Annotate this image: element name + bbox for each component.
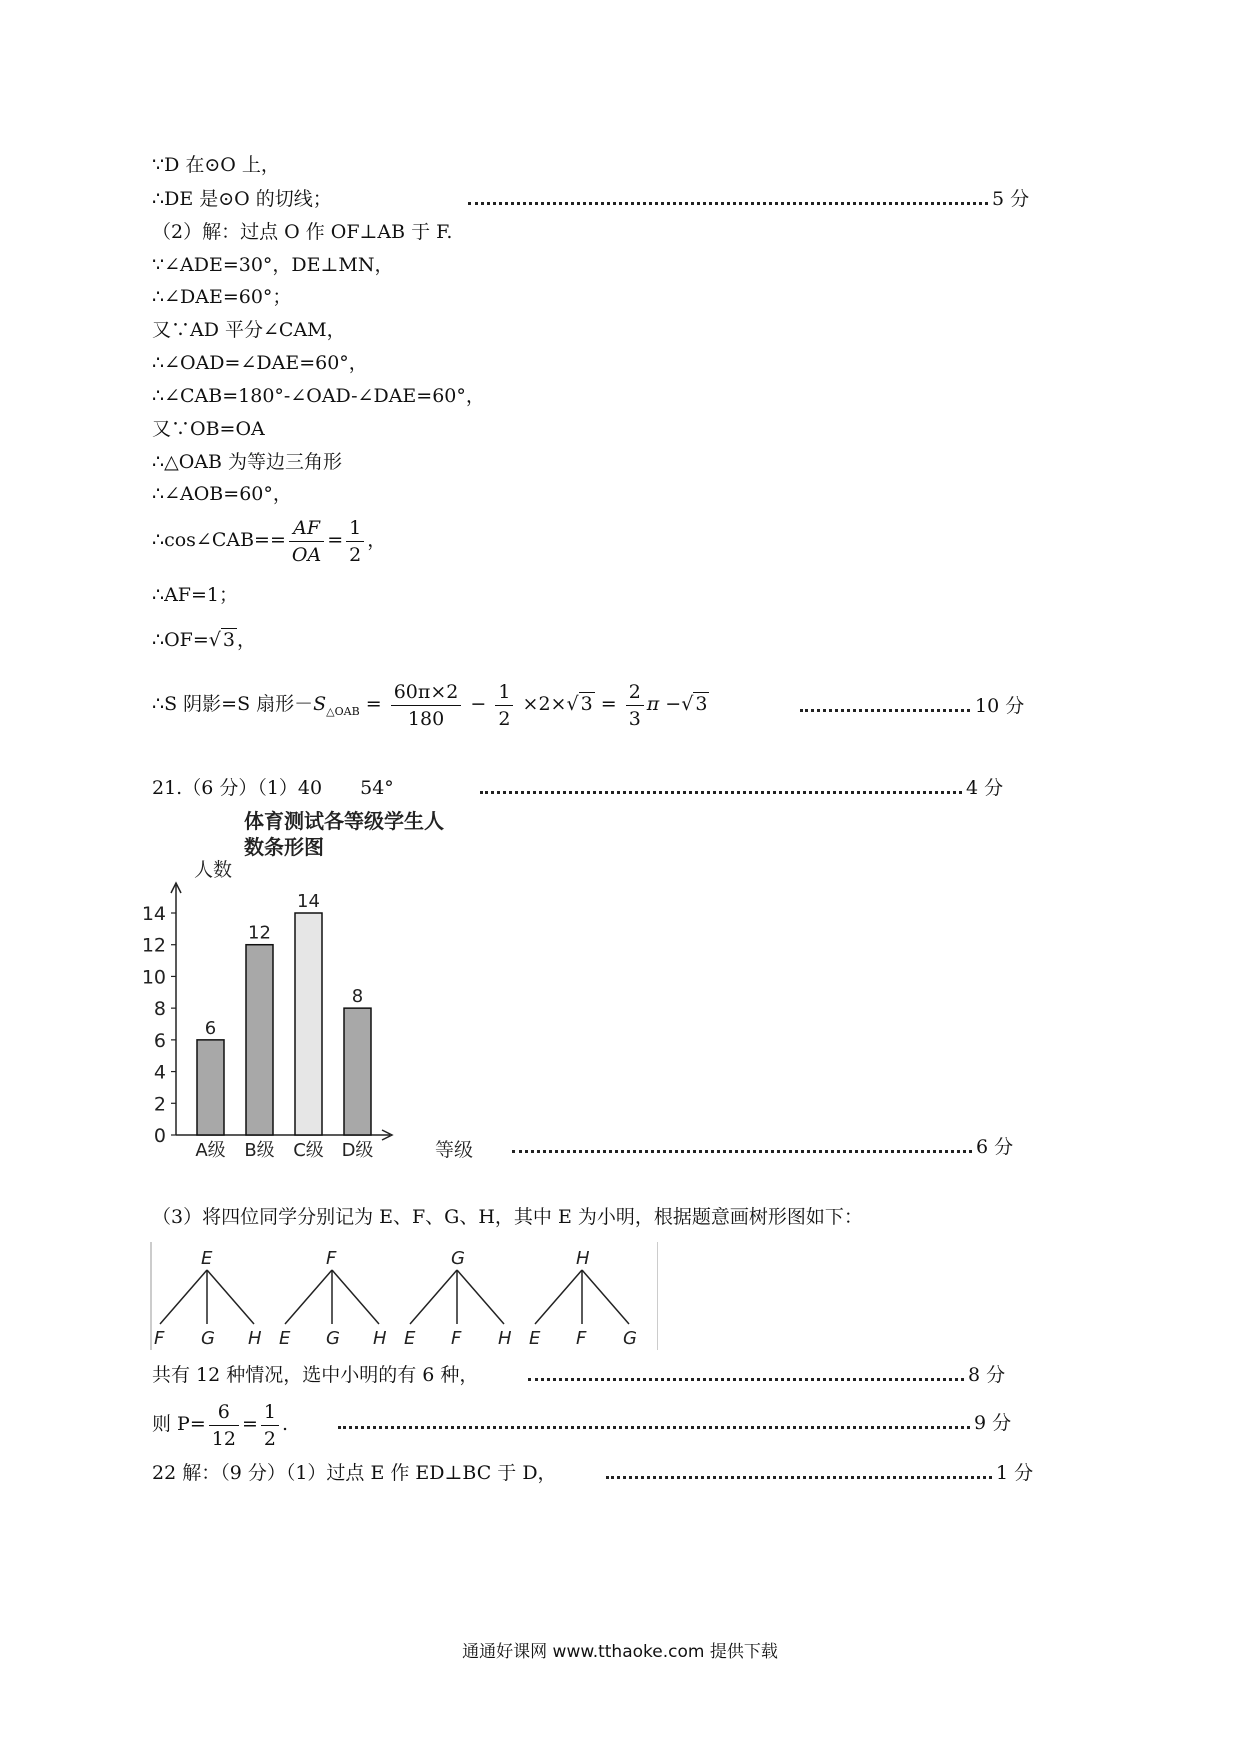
bar: [246, 945, 273, 1135]
tree-branch: [285, 1270, 332, 1324]
text-line: ∴∠DAE=60°；: [152, 286, 292, 308]
y-tick-label: 12: [141, 934, 166, 957]
bar: [295, 913, 322, 1135]
score-label: 10 分: [975, 695, 1025, 717]
tree-leaf-label: E: [404, 1328, 416, 1349]
text-line: ∴DE 是⊙O 的切线；: [152, 188, 332, 210]
score-label: 8 分: [968, 1364, 1006, 1386]
score-leader: [468, 202, 988, 205]
tree-leaf-label: E: [529, 1328, 541, 1349]
tree-branch: [207, 1270, 254, 1324]
bar-value-label: 12: [248, 922, 271, 944]
text-line: ∴∠OAD=∠DAE=60°，: [152, 352, 368, 374]
text-line: ∴∠AOB=60°，: [152, 483, 292, 505]
score-leader: [338, 1426, 970, 1429]
score-label: 4 分: [966, 777, 1004, 799]
x-axis-label: 等级: [435, 1139, 474, 1161]
tree-branch: [410, 1270, 457, 1324]
tree-branch: [535, 1270, 582, 1324]
tree-leaf-label: G: [326, 1328, 340, 1349]
chart-title-line1: 体育测试各等级学生人: [244, 809, 444, 833]
text-line: 又∵AD 平分∠CAM，: [152, 319, 346, 341]
text-line: 共有 12 种情况，选中小明的有 6 种，: [152, 1364, 479, 1386]
x-category-label: B级: [244, 1140, 275, 1161]
y-axis-label: 人数: [194, 859, 233, 881]
formula-cos: ∴cos∠CAB== $\frac{AF}{OA}$ = $\frac{1}{2}$ ，: [152, 516, 387, 566]
question-22: 22 解：（9 分）（1）过点 E 作 ED⊥BC 于 D，: [152, 1462, 557, 1484]
probability-line: 则 P= $\frac{6}{12}$ = $\frac{1}{2}$ .: [152, 1400, 288, 1450]
tree-leaf-label: H: [373, 1328, 387, 1349]
score-leader: [480, 791, 962, 794]
formula-of: ∴OF=√ 3 ，: [152, 629, 256, 651]
tree-root-label: E: [201, 1248, 213, 1269]
text-line: ∴△OAB 为等边三角形: [152, 451, 343, 473]
bar-value-label: 14: [297, 891, 320, 912]
tree-root-label: F: [326, 1248, 337, 1269]
y-tick-label: 14: [141, 903, 166, 925]
tree-leaf-label: F: [154, 1328, 165, 1349]
text-line: ∴∠CAB=180°-∠OAD-∠DAE=60°，: [152, 385, 485, 407]
bar-value-label: 8: [351, 986, 364, 1008]
x-category-label: A级: [195, 1140, 226, 1161]
tree-leaf-label: F: [576, 1328, 587, 1349]
y-tick-label: 10: [141, 966, 166, 989]
tree-root-label: H: [576, 1248, 590, 1269]
tree-branch: [332, 1270, 379, 1324]
formula-shaded-area: ∴S 阴影=S 扇形$-S_{\triangle OAB}$ = $\frac{60\pi\times 2}{180}$ − $\frac{1}{2}$ ×2×√ 3 = $\frac{2}{3}$ π −√ 3: [152, 680, 708, 730]
bar-value-label: 6: [204, 1017, 217, 1039]
text-line: ∵∠ADE=30°，DE⊥MN，: [152, 254, 394, 276]
score-leader: [512, 1150, 972, 1153]
tree-branch: [160, 1270, 207, 1324]
x-category-label: C级: [293, 1140, 324, 1161]
bar-chart: [141, 805, 490, 1165]
y-tick-label: 6: [153, 1029, 166, 1052]
bar: [344, 1008, 371, 1135]
tree-leaf-label: E: [279, 1328, 291, 1349]
tree-leaf-label: F: [451, 1328, 462, 1349]
bar: [197, 1040, 224, 1135]
score-label: 6 分: [976, 1136, 1014, 1158]
y-tick-label: 2: [153, 1093, 166, 1116]
chart-title-line2: 数条形图: [244, 835, 324, 859]
y-tick-label: 0: [153, 1125, 166, 1147]
tree-leaf-label: H: [498, 1328, 512, 1349]
tree-svg: [152, 1242, 657, 1350]
score-leader: [528, 1378, 964, 1381]
footer: 通通好课网 www.tthaoke.com 提供下载: [462, 1642, 778, 1662]
score-label: 5 分: [992, 188, 1030, 210]
text-line: ∵D 在⊙O 上，: [152, 154, 280, 176]
tree-leaf-label: H: [248, 1328, 262, 1349]
tree-branch: [457, 1270, 504, 1324]
tree-diagrams: [150, 1242, 658, 1350]
score-label: 9 分: [974, 1412, 1012, 1434]
x-category-label: D级: [341, 1140, 374, 1161]
question-21: 21.（6 分）（1）40 54°: [152, 777, 394, 799]
text-line: 又∵OB=OA: [152, 418, 265, 440]
text-line: ∴AF=1；: [152, 584, 239, 606]
tree-leaf-label: G: [201, 1328, 215, 1349]
question-21-part3: （3）将四位同学分别记为 E、F、G、H，其中 E 为小明，根据题意画树形图如下：: [152, 1206, 863, 1228]
score-leader: [606, 1476, 992, 1479]
y-tick-label: 8: [153, 998, 166, 1021]
tree-leaf-label: G: [623, 1328, 637, 1349]
score-leader: [800, 709, 970, 712]
text-line: （2）解：过点 O 作 OF⊥AB 于 F.: [152, 221, 453, 243]
tree-root-label: G: [451, 1248, 465, 1269]
tree-branch: [582, 1270, 629, 1324]
score-label: 1 分: [996, 1462, 1034, 1484]
y-tick-label: 4: [153, 1061, 166, 1084]
